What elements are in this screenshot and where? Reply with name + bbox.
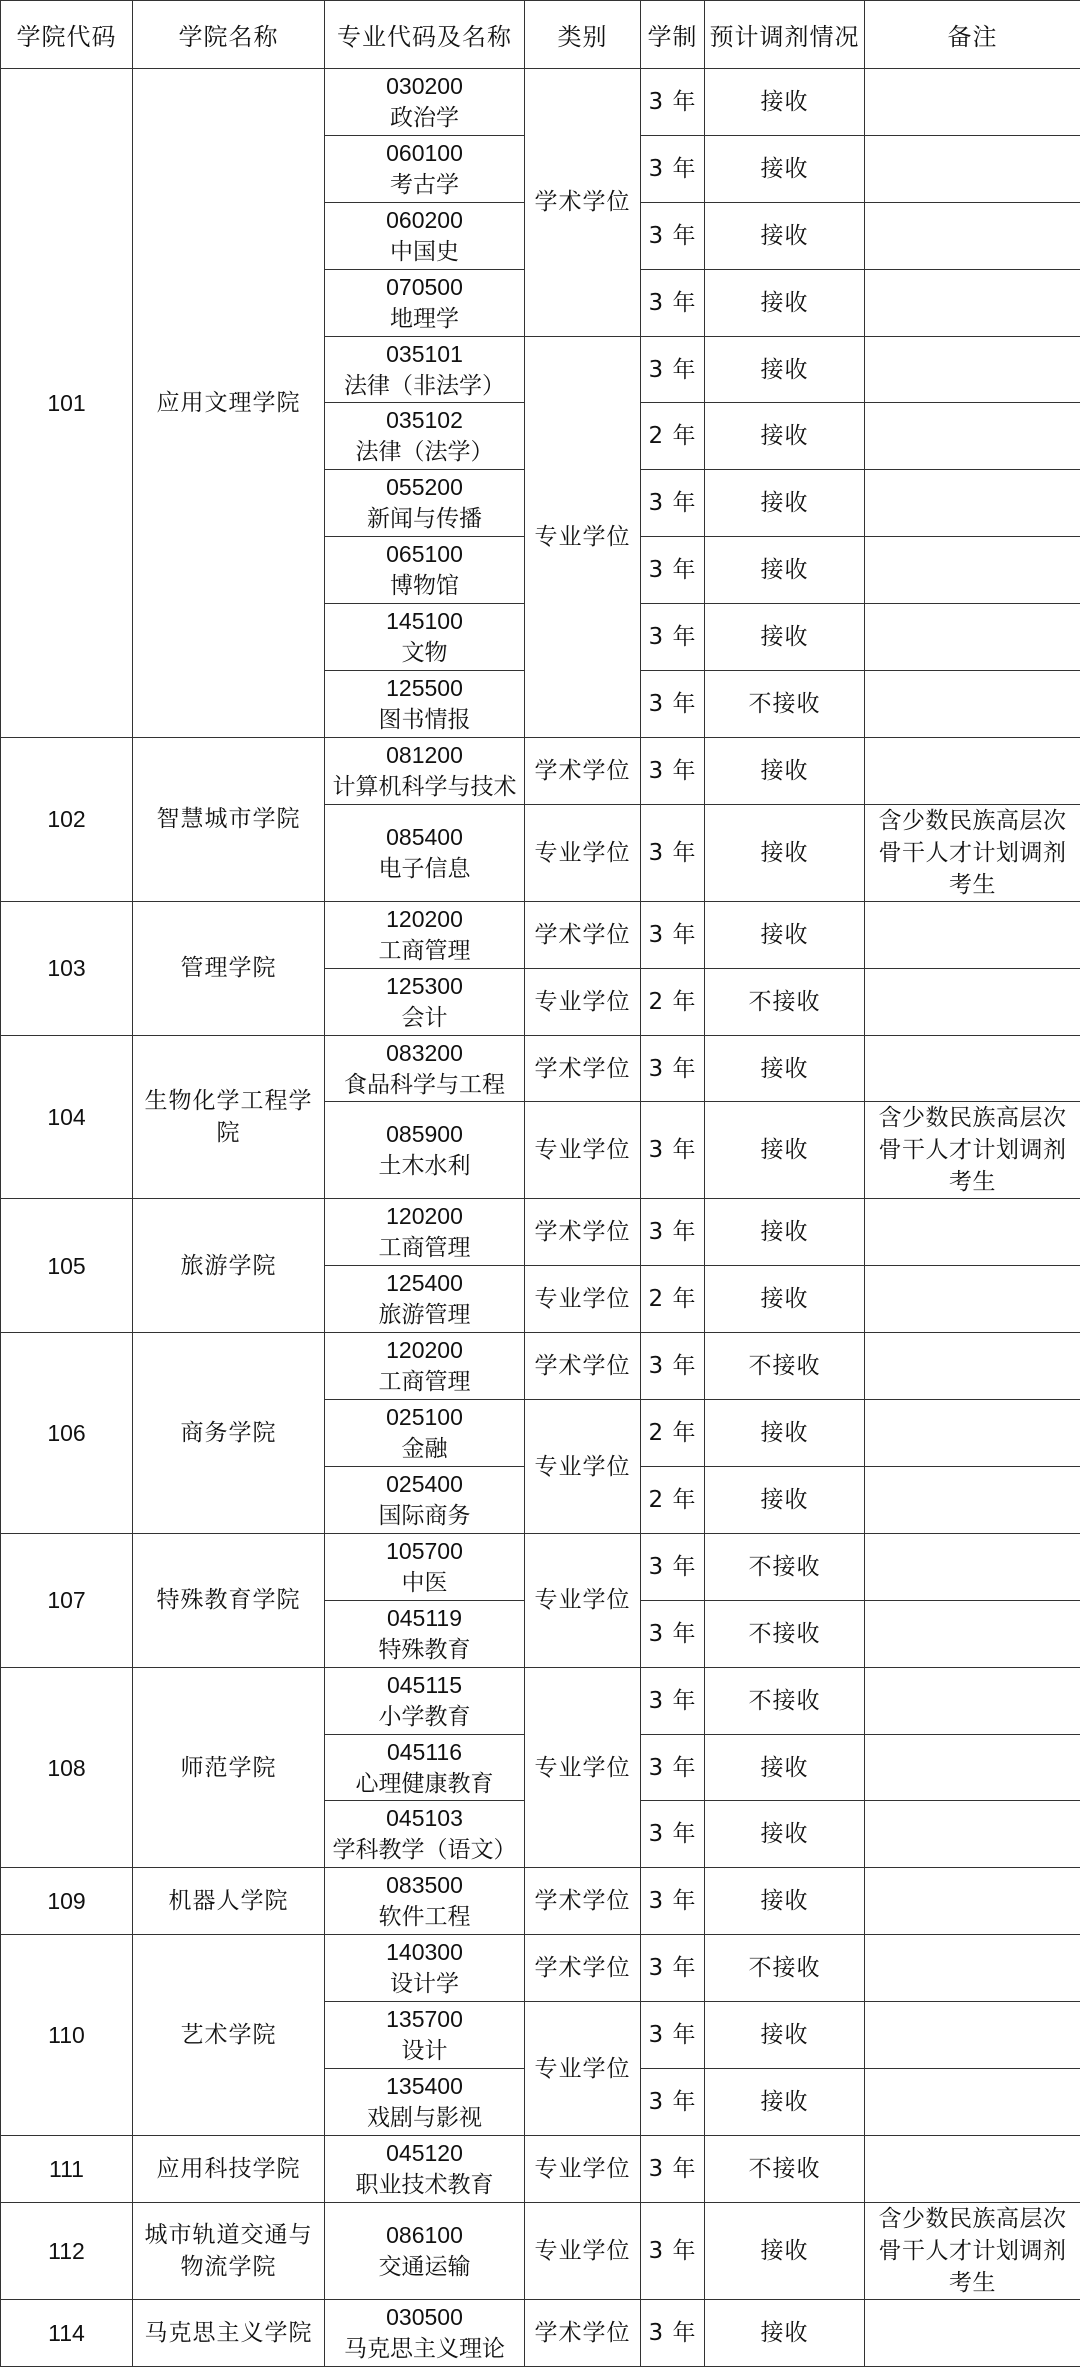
remark xyxy=(865,1333,1080,1400)
major-code: 060100 xyxy=(327,137,522,169)
major-name: 旅游管理 xyxy=(327,1299,522,1331)
college-name: 应用文理学院 xyxy=(133,69,325,738)
college-code: 111 xyxy=(1,2135,133,2202)
table-row xyxy=(1,1868,1080,1935)
adjustment-status: 接收 xyxy=(705,804,865,901)
major-name: 设计 xyxy=(327,2035,522,2067)
major-cell xyxy=(325,1035,525,1102)
duration: 3 年 xyxy=(641,69,705,136)
header-remark: 备注 xyxy=(865,1,1080,69)
remark: 含少数民族高层次骨干人才计划调剂考生 xyxy=(865,1102,1080,1199)
adjustment-status: 接收 xyxy=(705,2069,865,2136)
adjustment-status: 接收 xyxy=(705,403,865,470)
duration: 3 年 xyxy=(641,2299,705,2366)
remark xyxy=(865,1035,1080,1102)
major-name: 国际商务 xyxy=(327,1500,522,1532)
remark xyxy=(865,1199,1080,1266)
duration: 3 年 xyxy=(641,2069,705,2136)
adjustment-status: 不接收 xyxy=(705,1333,865,1400)
duration: 3 年 xyxy=(641,1035,705,1102)
major-cell xyxy=(325,737,525,804)
major-name: 职业技术教育 xyxy=(327,2169,522,2201)
header-row xyxy=(1,1,1080,69)
major-code: 145100 xyxy=(327,605,522,637)
duration: 3 年 xyxy=(641,737,705,804)
adjustment-status: 接收 xyxy=(705,470,865,537)
major-name: 中国史 xyxy=(327,236,522,268)
major-cell xyxy=(325,1801,525,1868)
major-code: 085900 xyxy=(327,1118,522,1150)
degree-category: 专业学位 xyxy=(525,2002,641,2136)
degree-category: 专业学位 xyxy=(525,2202,641,2299)
major-code: 105700 xyxy=(327,1535,522,1567)
remark xyxy=(865,1801,1080,1868)
major-name: 交通运输 xyxy=(327,2251,522,2283)
adjustment-status: 接收 xyxy=(705,2002,865,2069)
major-cell xyxy=(325,1734,525,1801)
table-row xyxy=(1,69,1080,136)
major-code: 120200 xyxy=(327,903,522,935)
degree-category: 学术学位 xyxy=(525,1199,641,1266)
duration: 3 年 xyxy=(641,202,705,269)
duration: 3 年 xyxy=(641,1199,705,1266)
major-cell xyxy=(325,1266,525,1333)
major-cell xyxy=(325,1333,525,1400)
major-code: 085400 xyxy=(327,821,522,853)
table-body xyxy=(1,69,1080,2367)
major-name: 工商管理 xyxy=(327,935,522,967)
duration: 3 年 xyxy=(641,1333,705,1400)
major-cell xyxy=(325,901,525,968)
major-name: 电子信息 xyxy=(327,853,522,885)
table-row xyxy=(1,901,1080,968)
remark xyxy=(865,671,1080,738)
header-major: 专业代码及名称 xyxy=(325,1,525,69)
major-name: 考古学 xyxy=(327,169,522,201)
remark xyxy=(865,1400,1080,1467)
adjustment-status: 接收 xyxy=(705,1400,865,1467)
college-code: 103 xyxy=(1,901,133,1035)
major-code: 045120 xyxy=(327,2137,522,2169)
major-name: 小学教育 xyxy=(327,1701,522,1733)
major-name: 软件工程 xyxy=(327,1901,522,1933)
degree-category: 专业学位 xyxy=(525,1102,641,1199)
major-name: 法律（非法学） xyxy=(327,370,522,402)
major-code: 070500 xyxy=(327,271,522,303)
major-code: 120200 xyxy=(327,1200,522,1232)
college-name: 马克思主义学院 xyxy=(133,2299,325,2366)
college-name: 城市轨道交通与物流学院 xyxy=(133,2202,325,2299)
duration: 3 年 xyxy=(641,2202,705,2299)
remark xyxy=(865,403,1080,470)
remark xyxy=(865,69,1080,136)
major-name: 政治学 xyxy=(327,102,522,134)
adjustment-status: 不接收 xyxy=(705,1935,865,2002)
major-cell xyxy=(325,1533,525,1600)
duration: 3 年 xyxy=(641,336,705,403)
table-row xyxy=(1,2135,1080,2202)
remark xyxy=(865,2135,1080,2202)
major-name: 工商管理 xyxy=(327,1232,522,1264)
adjustment-status: 接收 xyxy=(705,202,865,269)
major-name: 特殊教育 xyxy=(327,1634,522,1666)
major-code: 135400 xyxy=(327,2070,522,2102)
duration: 3 年 xyxy=(641,604,705,671)
degree-category: 专业学位 xyxy=(525,968,641,1035)
college-code: 106 xyxy=(1,1333,133,1534)
major-name: 学科教学（语文） xyxy=(327,1834,522,1866)
remark xyxy=(865,470,1080,537)
remark: 含少数民族高层次骨干人才计划调剂考生 xyxy=(865,804,1080,901)
college-code: 101 xyxy=(1,69,133,738)
major-cell xyxy=(325,1199,525,1266)
major-code: 035102 xyxy=(327,404,522,436)
duration: 2 年 xyxy=(641,1400,705,1467)
college-name: 管理学院 xyxy=(133,901,325,1035)
major-cell xyxy=(325,1467,525,1534)
major-name: 文物 xyxy=(327,637,522,669)
major-code: 035101 xyxy=(327,338,522,370)
degree-category: 专业学位 xyxy=(525,804,641,901)
college-name: 师范学院 xyxy=(133,1667,325,1868)
major-code: 125400 xyxy=(327,1267,522,1299)
college-code: 114 xyxy=(1,2299,133,2366)
major-cell xyxy=(325,1600,525,1667)
major-code: 060200 xyxy=(327,204,522,236)
duration: 3 年 xyxy=(641,1600,705,1667)
major-code: 025400 xyxy=(327,1468,522,1500)
college-name: 特殊教育学院 xyxy=(133,1533,325,1667)
duration: 3 年 xyxy=(641,2002,705,2069)
major-cell xyxy=(325,1868,525,1935)
major-cell xyxy=(325,1400,525,1467)
remark xyxy=(865,901,1080,968)
major-name: 法律（法学） xyxy=(327,436,522,468)
duration: 3 年 xyxy=(641,135,705,202)
table-row xyxy=(1,1035,1080,1102)
major-cell xyxy=(325,470,525,537)
major-name: 食品科学与工程 xyxy=(327,1069,522,1101)
major-name: 图书情报 xyxy=(327,704,522,736)
major-name: 金融 xyxy=(327,1433,522,1465)
adjustment-status: 接收 xyxy=(705,537,865,604)
major-name: 新闻与传播 xyxy=(327,503,522,535)
duration: 3 年 xyxy=(641,269,705,336)
major-code: 125500 xyxy=(327,672,522,704)
major-code: 135700 xyxy=(327,2003,522,2035)
major-cell xyxy=(325,2299,525,2366)
duration: 3 年 xyxy=(641,1667,705,1734)
remark: 含少数民族高层次骨干人才计划调剂考生 xyxy=(865,2202,1080,2299)
major-cell xyxy=(325,403,525,470)
college-name: 智慧城市学院 xyxy=(133,737,325,901)
major-cell xyxy=(325,202,525,269)
major-name: 土木水利 xyxy=(327,1150,522,1182)
college-code: 102 xyxy=(1,737,133,901)
duration: 2 年 xyxy=(641,403,705,470)
adjustment-status: 接收 xyxy=(705,69,865,136)
remark xyxy=(865,737,1080,804)
remark xyxy=(865,1533,1080,1600)
major-code: 120200 xyxy=(327,1334,522,1366)
college-code: 105 xyxy=(1,1199,133,1333)
adjustment-status: 接收 xyxy=(705,737,865,804)
major-cell xyxy=(325,2069,525,2136)
adjustment-status: 接收 xyxy=(705,1035,865,1102)
adjustment-status: 接收 xyxy=(705,1868,865,1935)
major-cell xyxy=(325,1102,525,1199)
remark xyxy=(865,537,1080,604)
remark xyxy=(865,2069,1080,2136)
remark xyxy=(865,1266,1080,1333)
major-name: 会计 xyxy=(327,1002,522,1034)
remark xyxy=(865,2002,1080,2069)
college-name: 机器人学院 xyxy=(133,1868,325,1935)
degree-category: 专业学位 xyxy=(525,1266,641,1333)
remark xyxy=(865,1667,1080,1734)
remark xyxy=(865,135,1080,202)
adjustment-status: 接收 xyxy=(705,1801,865,1868)
college-code: 112 xyxy=(1,2202,133,2299)
major-code: 045116 xyxy=(327,1736,522,1768)
major-cell xyxy=(325,1667,525,1734)
duration: 3 年 xyxy=(641,537,705,604)
table-row xyxy=(1,1667,1080,1734)
major-name: 工商管理 xyxy=(327,1366,522,1398)
header-college-name: 学院名称 xyxy=(133,1,325,69)
adjustment-status: 不接收 xyxy=(705,968,865,1035)
major-name: 博物馆 xyxy=(327,570,522,602)
major-cell xyxy=(325,336,525,403)
major-cell xyxy=(325,2202,525,2299)
duration: 3 年 xyxy=(641,901,705,968)
major-name: 地理学 xyxy=(327,303,522,335)
college-name: 生物化学工程学院 xyxy=(133,1035,325,1199)
major-code: 045115 xyxy=(327,1669,522,1701)
duration: 3 年 xyxy=(641,1533,705,1600)
duration: 3 年 xyxy=(641,1935,705,2002)
degree-category: 专业学位 xyxy=(525,1400,641,1534)
major-name: 心理健康教育 xyxy=(327,1768,522,1800)
college-name: 应用科技学院 xyxy=(133,2135,325,2202)
header-category: 类别 xyxy=(525,1,641,69)
major-cell xyxy=(325,804,525,901)
major-code: 030500 xyxy=(327,2301,522,2333)
remark xyxy=(865,968,1080,1035)
remark xyxy=(865,604,1080,671)
major-code: 081200 xyxy=(327,739,522,771)
table-row xyxy=(1,1199,1080,1266)
college-name: 旅游学院 xyxy=(133,1199,325,1333)
college-code: 108 xyxy=(1,1667,133,1868)
adjustment-status: 接收 xyxy=(705,2202,865,2299)
college-code: 109 xyxy=(1,1868,133,1935)
duration: 3 年 xyxy=(641,1801,705,1868)
degree-category: 专业学位 xyxy=(525,2135,641,2202)
major-name: 马克思主义理论 xyxy=(327,2333,522,2365)
major-code: 125300 xyxy=(327,970,522,1002)
remark xyxy=(865,1467,1080,1534)
major-cell xyxy=(325,671,525,738)
degree-category: 学术学位 xyxy=(525,1035,641,1102)
duration: 2 年 xyxy=(641,1266,705,1333)
remark xyxy=(865,1868,1080,1935)
adjustment-status: 不接收 xyxy=(705,1667,865,1734)
adjustment-status: 接收 xyxy=(705,2299,865,2366)
table-row xyxy=(1,2299,1080,2366)
adjustment-status: 接收 xyxy=(705,1467,865,1534)
degree-category: 专业学位 xyxy=(525,336,641,737)
adjustment-status: 不接收 xyxy=(705,671,865,738)
table-row xyxy=(1,1935,1080,2002)
major-cell xyxy=(325,69,525,136)
duration: 3 年 xyxy=(641,1734,705,1801)
college-code: 104 xyxy=(1,1035,133,1199)
major-code: 055200 xyxy=(327,471,522,503)
adjustment-status: 接收 xyxy=(705,604,865,671)
major-code: 065100 xyxy=(327,538,522,570)
header-duration: 学制 xyxy=(641,1,705,69)
major-name: 中医 xyxy=(327,1567,522,1599)
remark xyxy=(865,1600,1080,1667)
major-code: 083500 xyxy=(327,1869,522,1901)
major-code: 083200 xyxy=(327,1037,522,1069)
table-row xyxy=(1,1533,1080,1600)
major-cell xyxy=(325,537,525,604)
adjustment-status: 接收 xyxy=(705,269,865,336)
duration: 3 年 xyxy=(641,671,705,738)
duration: 3 年 xyxy=(641,1102,705,1199)
major-code: 025100 xyxy=(327,1401,522,1433)
degree-category: 学术学位 xyxy=(525,737,641,804)
college-code: 107 xyxy=(1,1533,133,1667)
degree-category: 学术学位 xyxy=(525,1868,641,1935)
header-status: 预计调剂情况 xyxy=(705,1,865,69)
degree-category: 学术学位 xyxy=(525,1333,641,1400)
remark xyxy=(865,1734,1080,1801)
major-cell xyxy=(325,2135,525,2202)
adjustment-status: 接收 xyxy=(705,901,865,968)
major-cell xyxy=(325,1935,525,2002)
adjustment-status: 不接收 xyxy=(705,1600,865,1667)
college-name: 商务学院 xyxy=(133,1333,325,1534)
major-name: 计算机科学与技术 xyxy=(327,771,522,803)
remark xyxy=(865,202,1080,269)
degree-category: 学术学位 xyxy=(525,69,641,337)
degree-category: 学术学位 xyxy=(525,901,641,968)
duration: 3 年 xyxy=(641,2135,705,2202)
duration: 2 年 xyxy=(641,968,705,1035)
major-code: 030200 xyxy=(327,70,522,102)
adjustment-status: 不接收 xyxy=(705,1533,865,1600)
table-row xyxy=(1,2202,1080,2299)
duration: 3 年 xyxy=(641,1868,705,1935)
major-cell xyxy=(325,135,525,202)
major-code: 045119 xyxy=(327,1602,522,1634)
adjustment-status: 接收 xyxy=(705,1199,865,1266)
major-cell xyxy=(325,269,525,336)
adjustment-status: 接收 xyxy=(705,1734,865,1801)
adjustment-status: 接收 xyxy=(705,1266,865,1333)
table-row xyxy=(1,737,1080,804)
duration: 3 年 xyxy=(641,470,705,537)
college-code: 110 xyxy=(1,1935,133,2136)
major-cell xyxy=(325,604,525,671)
major-code: 140300 xyxy=(327,1936,522,1968)
table-row xyxy=(1,1333,1080,1400)
duration: 2 年 xyxy=(641,1467,705,1534)
major-code: 086100 xyxy=(327,2219,522,2251)
adjustment-status: 接收 xyxy=(705,336,865,403)
remark xyxy=(865,269,1080,336)
major-cell xyxy=(325,968,525,1035)
remark xyxy=(865,336,1080,403)
header-college-code: 学院代码 xyxy=(1,1,133,69)
degree-category: 专业学位 xyxy=(525,1533,641,1667)
college-name: 艺术学院 xyxy=(133,1935,325,2136)
degree-category: 学术学位 xyxy=(525,2299,641,2366)
duration: 3 年 xyxy=(641,804,705,901)
major-code: 045103 xyxy=(327,1802,522,1834)
degree-category: 专业学位 xyxy=(525,1667,641,1868)
major-cell xyxy=(325,2002,525,2069)
major-name: 设计学 xyxy=(327,1968,522,2000)
adjustment-status: 接收 xyxy=(705,1102,865,1199)
remark xyxy=(865,1935,1080,2002)
degree-category: 学术学位 xyxy=(525,1935,641,2002)
major-name: 戏剧与影视 xyxy=(327,2102,522,2134)
remark xyxy=(865,2299,1080,2366)
adjustment-status: 接收 xyxy=(705,135,865,202)
adjustment-status: 不接收 xyxy=(705,2135,865,2202)
